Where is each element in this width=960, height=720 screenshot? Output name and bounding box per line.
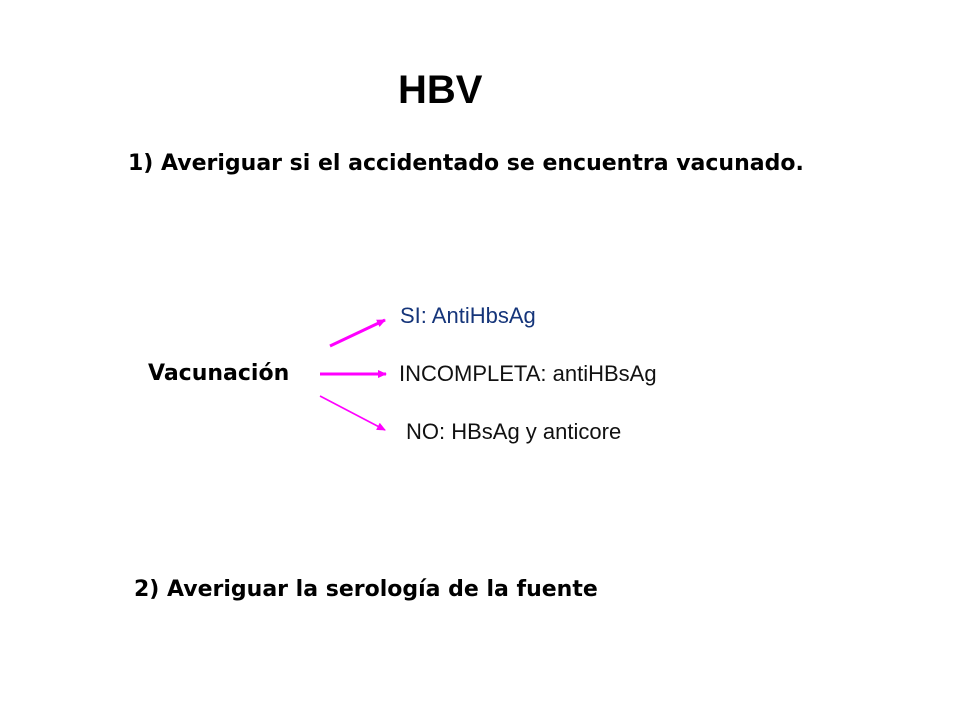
vaccination-label: Vacunación bbox=[148, 361, 290, 386]
arrow-to-si bbox=[330, 320, 385, 346]
slide-title: HBV bbox=[398, 68, 483, 112]
option-incompleta: INCOMPLETA: antiHBsAg bbox=[399, 361, 657, 386]
step-2-text: 2) Averiguar la serología de la fuente bbox=[134, 577, 598, 602]
step-1-text: 1) Averiguar si el accidentado se encuentra vacunado. bbox=[128, 151, 804, 176]
option-si: SI: AntiHbsAg bbox=[400, 303, 536, 328]
arrow-to-no bbox=[320, 396, 385, 430]
option-no: NO: HBsAg y anticore bbox=[406, 419, 622, 444]
